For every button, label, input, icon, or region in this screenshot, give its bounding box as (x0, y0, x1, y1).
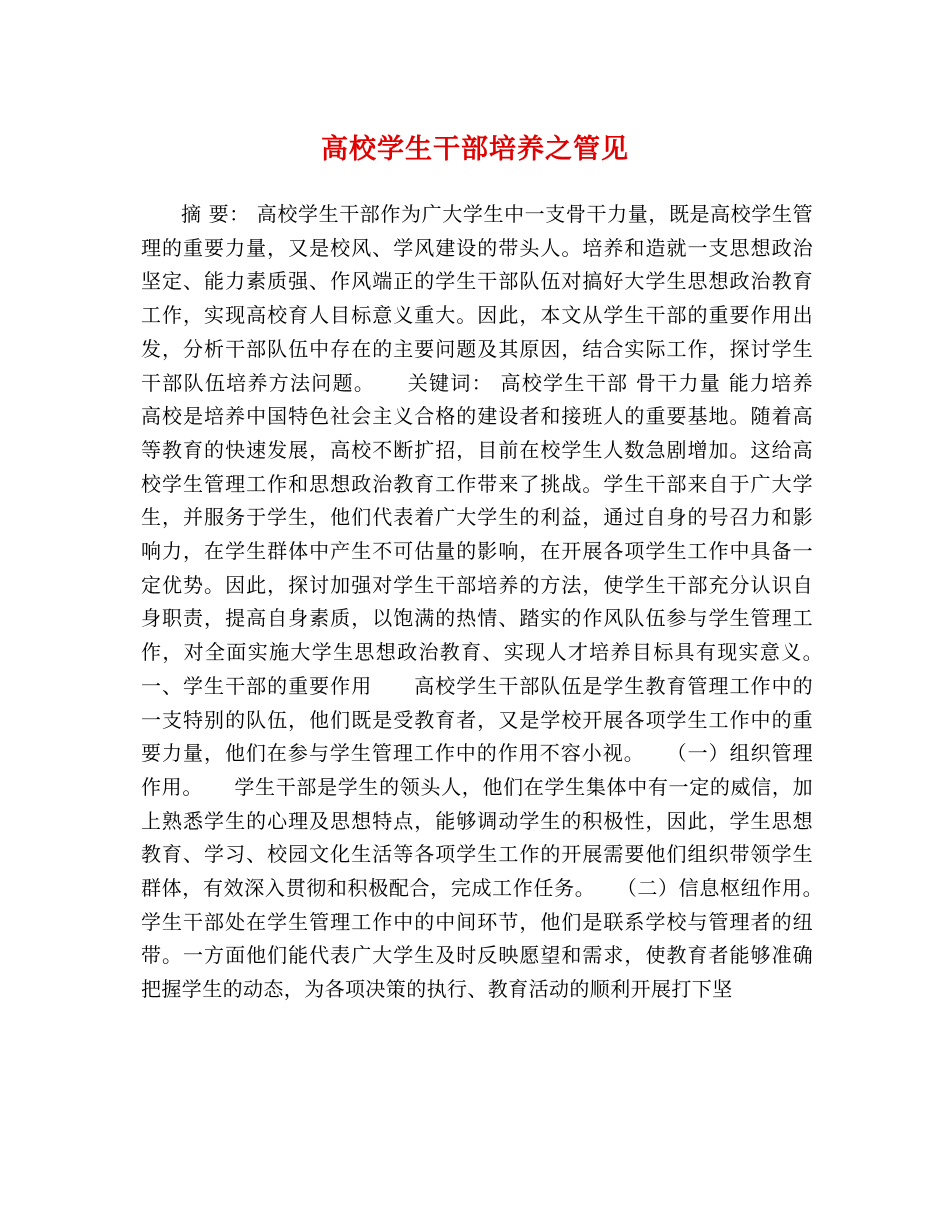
document-body: 摘 要： 高校学生干部作为广大学生中一支骨干力量，既是高校学生管理的重要力量，又是校风、学风建设的带头人。培养和造就一支思想政治坚定、能力素质强、作风端正的学生干部队伍对搞好大学生思想政治教育工作，实现高校育人目标意义重大。因此，本文从学生干部的重要作用出发，分析干部队伍中存在的主要问题及其原因，结合实际工作，探讨学生干部队伍培养方法问题。 关键词： 高校学生干部 骨干力量 能力培养 高校是培养中国特色社会主义合格的建设者和接班人的重要基地。随着高等教育的快速发展，高校不断扩招，目前在校学生人数急剧增加。这给高校学生管理工作和思想政治教育工作带来了挑战。学生干部来自于广大学生，并服务于学生，他们代表着广大学生的利益，通过自身的号召力和影响力，在学生群体中产生不可估量的影响，在开展各项学生工作中具备一定优势。因此，探讨加强对学生干部培养的方法，使学生干部充分认识自身职责，提高自身素质，以饱满的热情、踏实的作风队伍参与学生管理工作，对全面实施大学生思想政治教育、实现人才培养目标具有现实意义。 一、学生干部的重要作用 高校学生干部队伍是学生教育管理工作中的一支特别的队伍，他们既是受教育者，又是学校开展各项学生工作中的重要力量，他们在参与学生管理工作中的作用不容小视。 （一）组织管理作用。 学生干部是学生的领头人，他们在学生集体中有一定的威信，加上熟悉学生的心理及思想特点，能够调动学生的积极性，因此，学生思想教育、学习、校园文化生活等各项学生工作的开展需要他们组织带领学生群体，有效深入贯彻和积极配合，完成工作任务。 （二）信息枢纽作用。 学生干部处在学生管理工作中的中间环节，他们是联系学校与管理者的纽带。一方面他们能代表广大学生及时反映愿望和需求，使教育者能够准确把握学生的动态，为各项决策的执行、教育活动的顺利开展打下坚 (141, 202, 854, 1002)
document-title: 高校学生干部培养之管见 (321, 134, 629, 165)
